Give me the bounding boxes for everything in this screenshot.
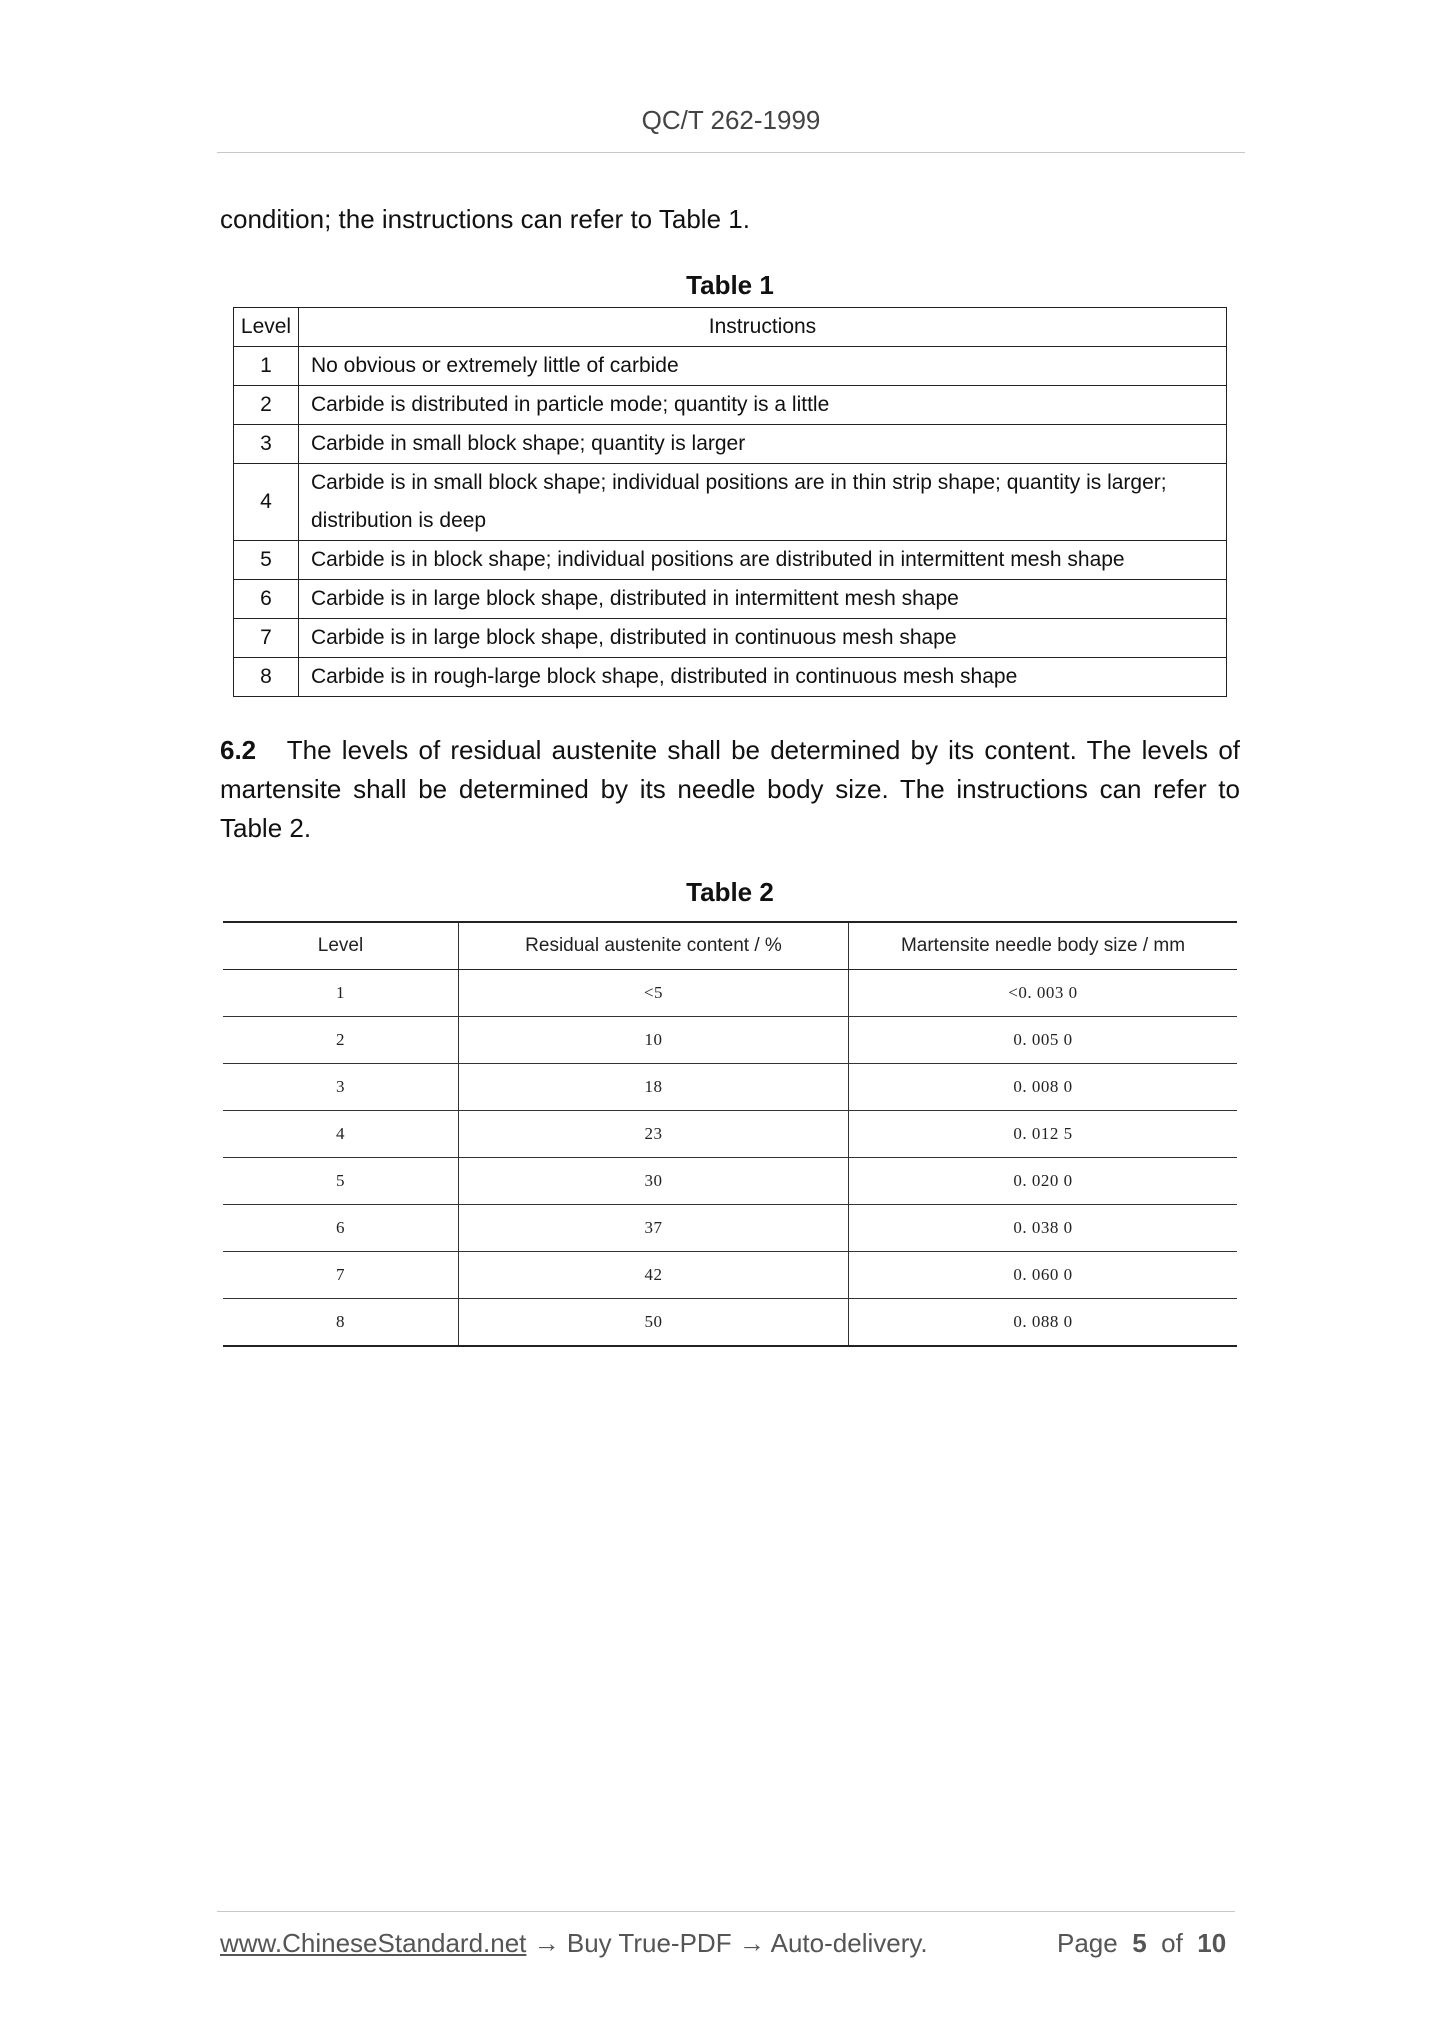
table2-level-cell: 8 (223, 1299, 459, 1347)
table1-header-level: Level (234, 308, 299, 347)
table1 (233, 307, 1227, 697)
table2-austenite-cell: 42 (459, 1252, 849, 1299)
table2-martensite-cell: 0. 038 0 (849, 1205, 1238, 1252)
table-row (223, 1017, 1237, 1064)
table2-level-cell: 1 (223, 970, 459, 1017)
table2-martensite-cell: 0. 005 0 (849, 1017, 1238, 1064)
table2-martensite-cell: <0. 003 0 (849, 970, 1238, 1017)
delivery-text: Auto-delivery. (770, 1928, 928, 1958)
table-row (234, 658, 1227, 697)
table1-level-cell: 3 (234, 425, 299, 464)
table2-level-cell: 5 (223, 1158, 459, 1205)
table-row (223, 1111, 1237, 1158)
table2-header-austenite: Residual austenite content / % (459, 922, 849, 970)
table1-header-instructions: Instructions (299, 308, 1227, 347)
table2 (223, 921, 1237, 1347)
table2-level-cell: 6 (223, 1205, 459, 1252)
table2-martensite-cell: 0. 088 0 (849, 1299, 1238, 1347)
table1-header-row (234, 308, 1227, 347)
table2-header-martensite: Martensite needle body size / mm (849, 922, 1238, 970)
buy-text: Buy True-PDF (566, 1928, 732, 1958)
table1-level-cell: 2 (234, 386, 299, 425)
table1-instruction-cell: Carbide in small block shape; quantity is larger (299, 425, 1227, 464)
table1-instruction-cell: Carbide is in small block shape; individual positions are in thin strip shape; quantity is larger; distribution is deep (299, 464, 1227, 541)
page-total: 10 (1197, 1928, 1227, 1958)
table2-martensite-cell: 0. 012 5 (849, 1111, 1238, 1158)
table1-instruction-cell: Carbide is in large block shape, distributed in continuous mesh shape (299, 619, 1227, 658)
table2-austenite-cell: 23 (459, 1111, 849, 1158)
table-row (234, 425, 1227, 464)
table2-level-cell: 4 (223, 1111, 459, 1158)
table-row (234, 580, 1227, 619)
table1-level-cell: 5 (234, 541, 299, 580)
footer-divider (217, 1911, 1235, 1912)
table2-level-cell: 2 (223, 1017, 459, 1064)
table2-austenite-cell: 37 (459, 1205, 849, 1252)
table1-instruction-cell: No obvious or extremely little of carbide (299, 347, 1227, 386)
table2-caption: Table 2 (686, 877, 774, 907)
section-6-2-paragraph (220, 731, 1240, 848)
table1-caption: Table 1 (686, 270, 774, 300)
footer-promo (220, 1928, 928, 1959)
table1-level-cell: 1 (234, 347, 299, 386)
table-row (234, 347, 1227, 386)
table-row (223, 1252, 1237, 1299)
page-number (1057, 1928, 1226, 1959)
table1-level-cell: 4 (234, 464, 299, 541)
table-row (223, 970, 1237, 1017)
table1-instruction-cell: Carbide is distributed in particle mode; quantity is a little (299, 386, 1227, 425)
table1-instruction-cell: Carbide is in large block shape, distributed in intermittent mesh shape (299, 580, 1227, 619)
table2-header-row (223, 922, 1237, 970)
arrow-right-icon: → (533, 1928, 560, 1958)
table1-level-cell: 6 (234, 580, 299, 619)
page-header (217, 100, 1245, 153)
table-row (234, 541, 1227, 580)
page-label: Page (1057, 1928, 1118, 1958)
table2-austenite-cell: 18 (459, 1064, 849, 1111)
page-current: 5 (1132, 1928, 1147, 1958)
website-link[interactable]: www.ChineseStandard.net (220, 1928, 527, 1958)
section-number: 6.2 (220, 735, 257, 765)
arrow-right-icon: → (738, 1928, 765, 1958)
table-row (234, 464, 1227, 541)
intro-paragraph: condition; the instructions can refer to Table 1. (220, 204, 750, 234)
table1-instruction-cell: Carbide is in rough-large block shape, distributed in continuous mesh shape (299, 658, 1227, 697)
document-id: QC/T 262-1999 (641, 105, 821, 135)
table-row (234, 619, 1227, 658)
table2-level-cell: 3 (223, 1064, 459, 1111)
table-row (223, 1205, 1237, 1252)
table2-austenite-cell: 10 (459, 1017, 849, 1064)
table-row (234, 386, 1227, 425)
table2-austenite-cell: 30 (459, 1158, 849, 1205)
table1-level-cell: 8 (234, 658, 299, 697)
table2-level-cell: 7 (223, 1252, 459, 1299)
table1-instruction-cell: Carbide is in block shape; individual positions are distributed in intermittent mesh shape (299, 541, 1227, 580)
table2-martensite-cell: 0. 060 0 (849, 1252, 1238, 1299)
table2-austenite-cell: <5 (459, 970, 849, 1017)
page-of: of (1161, 1928, 1183, 1958)
table2-martensite-cell: 0. 008 0 (849, 1064, 1238, 1111)
table1-level-cell: 7 (234, 619, 299, 658)
table2-martensite-cell: 0. 020 0 (849, 1158, 1238, 1205)
table2-header-level: Level (223, 922, 459, 970)
section-text: The levels of residual austenite shall be determined by its content. The levels of martensite shall be determined by its needle body size. The instructions can refer to Table 2. (220, 735, 1240, 843)
table-row (223, 1299, 1237, 1347)
table-row (223, 1064, 1237, 1111)
table-row (223, 1158, 1237, 1205)
table2-austenite-cell: 50 (459, 1299, 849, 1347)
